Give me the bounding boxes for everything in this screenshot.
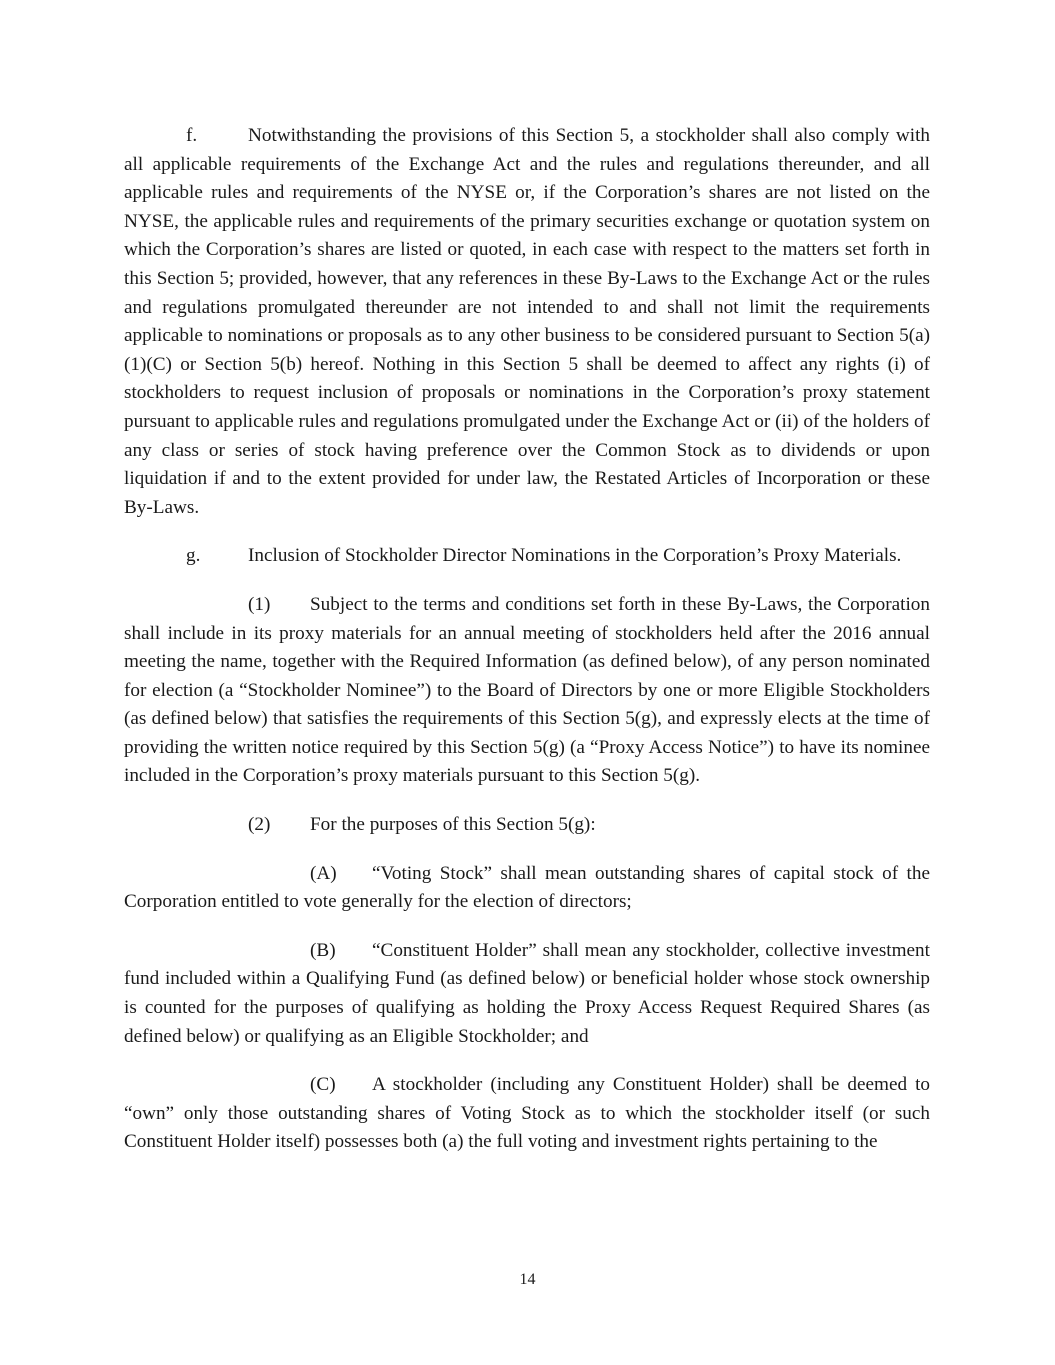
paragraph-text: Notwithstanding the provisions of this Section 5, a stockholder shall also comply with all applicable requirements of the Exchange Act and the rules and regulations thereunder, and all applicable rules and requirements of the NYSE or, if the Corporation’s shares are not listed on the NYSE, the applicable rules and requirements of the primary securities exchange or quotation system on which the Corporation’s shares are listed or quoted, in each case with respect to the matters set forth in this Section 5; provided, however, that any references in these By-Laws to the Exchange Act or the rules and regulations promulgated thereunder are not intended to and shall not limit the requirements applicable to nominations or proposals as to any other business to be considered pursuant to Section 5(a)(1)(C) or Section 5(b) hereof. Nothing in this Section 5 shall be deemed to affect any rights (i) of stockholders to request inclusion of proposals or nominations in the Corporation’s proxy statement pursuant to applicable rules and regulations promulgated under the Exchange Act or (ii) of the holders of any class or series of stock having preference over the Common Stock as to dividends or upon liquidation if and to the extent provided for under law, the Restated Articles of Incorporation or these By-Laws. xyxy=(124,125,930,518)
paragraph-text: A stockholder (including any Constituent Holder) shall be deemed to “own” only those outstanding shares of Voting Stock as to which the stockholder itself (or such Constituent Holder itself) possesses both (a) the full voting and investment rights pertaining to the xyxy=(124,1074,930,1153)
paragraph-label: g. xyxy=(186,545,201,567)
paragraph-g-2-c xyxy=(124,1071,930,1157)
paragraph-g-2 xyxy=(124,811,930,840)
paragraph-text: Subject to the terms and conditions set forth in these By-Laws, the Corporation shall include in its proxy materials for an annual meeting of stockholders held after the 2016 annual meeting the name, together with the Required Information (as defined below), of any person nominated for election (a “Stockholder Nominee”) to the Board of Directors by one or more Eligible Stockholders (as defined below) that satisfies the requirements of this Section 5(g), and expressly elects at the time of providing the written notice required by this Section 5(g) (a “Proxy Access Notice”) to have its nominee included in the Corporation’s proxy materials pursuant to this Section 5(g). xyxy=(124,593,930,787)
paragraph-label: (C) xyxy=(310,1074,336,1096)
paragraph-g-2-b xyxy=(124,937,930,1051)
paragraph-g-1 xyxy=(124,591,930,791)
paragraph-label: f. xyxy=(186,125,198,146)
paragraph-text: “Constituent Holder” shall mean any stockholder, collective investment fund included within a Qualifying Fund (as defined below) or beneficial holder whose stock ownership is counted for the purposes of qualifying as holding the Proxy Access Request Required Shares (as defined below) or qualifying as an Eligible Stockholder; and xyxy=(124,939,930,1047)
paragraph-label: (A) xyxy=(310,862,337,884)
paragraph-g xyxy=(124,542,930,571)
paragraph-text: Inclusion of Stockholder Director Nominations in the Corporation’s Proxy Materials. xyxy=(248,545,902,567)
paragraph-text: For the purposes of this Section 5(g): xyxy=(310,814,596,836)
paragraph-f xyxy=(124,122,930,522)
paragraph-label: (2) xyxy=(248,814,271,836)
page-number: 14 xyxy=(519,1271,536,1288)
paragraph-label: (1) xyxy=(248,593,271,615)
paragraph-g-2-a xyxy=(124,860,930,917)
document-body xyxy=(124,122,930,1157)
paragraph-text: “Voting Stock” shall mean outstanding shares of capital stock of the Corporation entitled to vote generally for the election of directors; xyxy=(124,862,930,913)
paragraph-label: (B) xyxy=(310,939,336,961)
